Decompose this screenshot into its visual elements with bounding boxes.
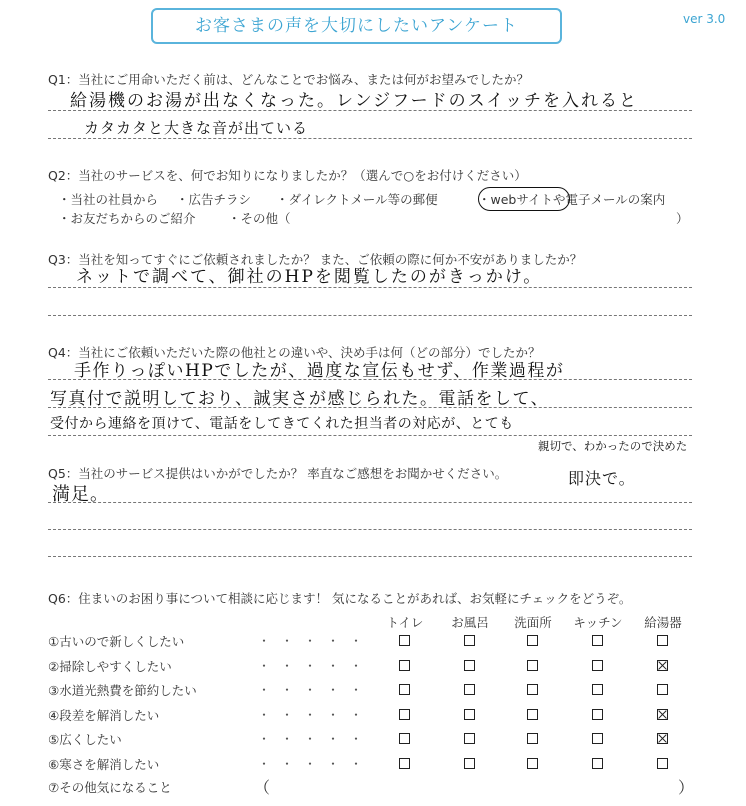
- checkbox[interactable]: [592, 635, 603, 646]
- q1-answer-line-1[interactable]: 給湯機のお湯が出なくなった。レンジフードのスイッチを入れると: [70, 91, 638, 111]
- checkbox[interactable]: [527, 684, 538, 695]
- q6-row-dots: ・・・・・: [258, 707, 374, 722]
- checkbox-checked[interactable]: [657, 733, 668, 744]
- q6-row-label: ③水道光熱費を節約したい: [48, 683, 197, 698]
- q5-line-1: [48, 502, 692, 503]
- q4-answer-line-1[interactable]: 手作りっぽいHPでしたが、過度な宣伝もせず、作業過程が: [74, 361, 565, 381]
- q6-row-dots: ・・・・・: [258, 658, 374, 673]
- checkbox[interactable]: [464, 684, 475, 695]
- checkbox[interactable]: [464, 660, 475, 671]
- q2-selection-circle: [478, 187, 570, 211]
- q6-other-label: ⑦その他気になること: [48, 780, 172, 795]
- checkbox[interactable]: [399, 758, 410, 769]
- col-toilet: トイレ: [386, 615, 424, 630]
- q6-row-label: ⑤広くしたい: [48, 732, 122, 747]
- q6-row-dots: ・・・・・: [258, 732, 374, 746]
- q5-line-2: [48, 529, 692, 530]
- q6-row-dots: ・・・・・: [258, 683, 374, 697]
- q4-answer-line-3[interactable]: 受付から連絡を頂けて、電話をしてきてくれた担当者の対応が、とても: [50, 416, 514, 432]
- checkbox[interactable]: [464, 709, 475, 720]
- q2-option-mail[interactable]: ・ダイレクトメール等の郵便: [276, 192, 438, 207]
- survey-title: お客さまの声を大切にしたいアンケート: [151, 8, 562, 44]
- q3-question: Q3：当社を知ってすぐにご依頼されましたか？ また、ご依頼の際に何か不安がありましたか？: [48, 252, 583, 267]
- q5-question: Q5：当社のサービス提供はいかがでしたか？ 率直なご感想をお聞かせください。: [48, 466, 508, 481]
- q2-option-staff[interactable]: ・当社の社員から: [58, 192, 159, 207]
- col-bath: お風呂: [451, 615, 489, 630]
- checkbox[interactable]: [527, 758, 538, 769]
- checkbox[interactable]: [592, 660, 603, 671]
- col-water-heater: 給湯器: [644, 615, 682, 630]
- q4-question: Q4：当社にご依頼いただいた際の他社との違いや、決め手は何（どの部分）でしたか？: [48, 345, 541, 360]
- q6-row-dots: ・・・・・: [258, 634, 374, 648]
- q6-question: Q6：住まいのお困り事について相談に応じます！ 気になることがあれば、お気軽にチェックをどうぞ。: [48, 591, 632, 606]
- q2-option-flyer[interactable]: ・広告チラシ: [176, 192, 252, 207]
- checkbox[interactable]: [527, 733, 538, 744]
- q6-row-label: ②掃除しやすくしたい: [48, 658, 172, 674]
- checkbox[interactable]: [657, 758, 668, 769]
- q2-option-other-close: ）: [676, 211, 689, 226]
- q5-answer-line-1[interactable]: 即決で。: [568, 469, 636, 488]
- q1-line-1: [48, 110, 692, 111]
- checkbox[interactable]: [592, 709, 603, 720]
- q6-row-label: ④段差を解消したい: [48, 707, 160, 723]
- q6-other-open: （: [254, 778, 271, 797]
- q2-option-web[interactable]: ・webサイトや電子メールの案内: [478, 192, 666, 207]
- checkbox[interactable]: [399, 635, 410, 646]
- q4-answer-line-2[interactable]: 写真付で説明しており、誠実さが感じられた。電話をして、: [50, 389, 550, 409]
- q5-answer-line-2[interactable]: 満足。: [52, 484, 109, 505]
- q4-line-3: [48, 435, 692, 436]
- q6-row-dots: ・・・・・: [258, 756, 374, 771]
- q2-option-friend[interactable]: ・お友だちからのご紹介: [58, 211, 196, 226]
- q5-line-3: [48, 556, 692, 557]
- checkbox[interactable]: [464, 635, 475, 646]
- checkbox-checked[interactable]: [657, 660, 668, 671]
- q6-row-label: ⑥寒さを解消したい: [48, 756, 160, 772]
- q4-line-1: [48, 379, 692, 380]
- checkbox[interactable]: [399, 684, 410, 695]
- q6-row-label: ①古いので新しくしたい: [48, 634, 185, 649]
- checkbox[interactable]: [399, 733, 410, 744]
- checkbox[interactable]: [592, 733, 603, 744]
- checkbox[interactable]: [657, 635, 668, 646]
- q1-line-2: [48, 138, 692, 139]
- q3-answer-line-1[interactable]: ネットで調べて、御社のHPを閲覧したのがきっかけ。: [76, 267, 543, 287]
- checkbox[interactable]: [464, 758, 475, 769]
- q1-question: Q1：当社にご用命いただく前は、どんなことでお悩み、または何がお望みでしたか？: [48, 72, 530, 87]
- q6-other-close: ）: [678, 778, 695, 797]
- checkbox[interactable]: [527, 635, 538, 646]
- q3-line-1: [48, 287, 692, 288]
- checkbox[interactable]: [527, 709, 538, 720]
- col-washroom: 洗面所: [514, 615, 552, 630]
- checkbox[interactable]: [592, 684, 603, 695]
- q1-answer-line-2[interactable]: カタカタと大きな音が出ている: [84, 119, 309, 137]
- q4-line-2: [48, 407, 692, 408]
- q2-question: Q2：当社のサービスを、何でお知りになりましたか？（選んで○をお付けください）: [48, 168, 527, 183]
- q2-option-other[interactable]: ・その他（: [228, 211, 291, 226]
- checkbox[interactable]: [592, 758, 603, 769]
- version-label: ver 3.0: [683, 12, 726, 26]
- checkbox[interactable]: [399, 709, 410, 720]
- checkbox[interactable]: [527, 660, 538, 671]
- checkbox[interactable]: [399, 660, 410, 671]
- checkbox-checked[interactable]: [657, 709, 668, 720]
- col-kitchen: キッチン: [573, 615, 623, 630]
- q4-answer-line-4[interactable]: 親切で、わかったので決めた: [538, 439, 688, 453]
- q3-line-2: [48, 315, 692, 316]
- checkbox[interactable]: [657, 684, 668, 695]
- checkbox[interactable]: [464, 733, 475, 744]
